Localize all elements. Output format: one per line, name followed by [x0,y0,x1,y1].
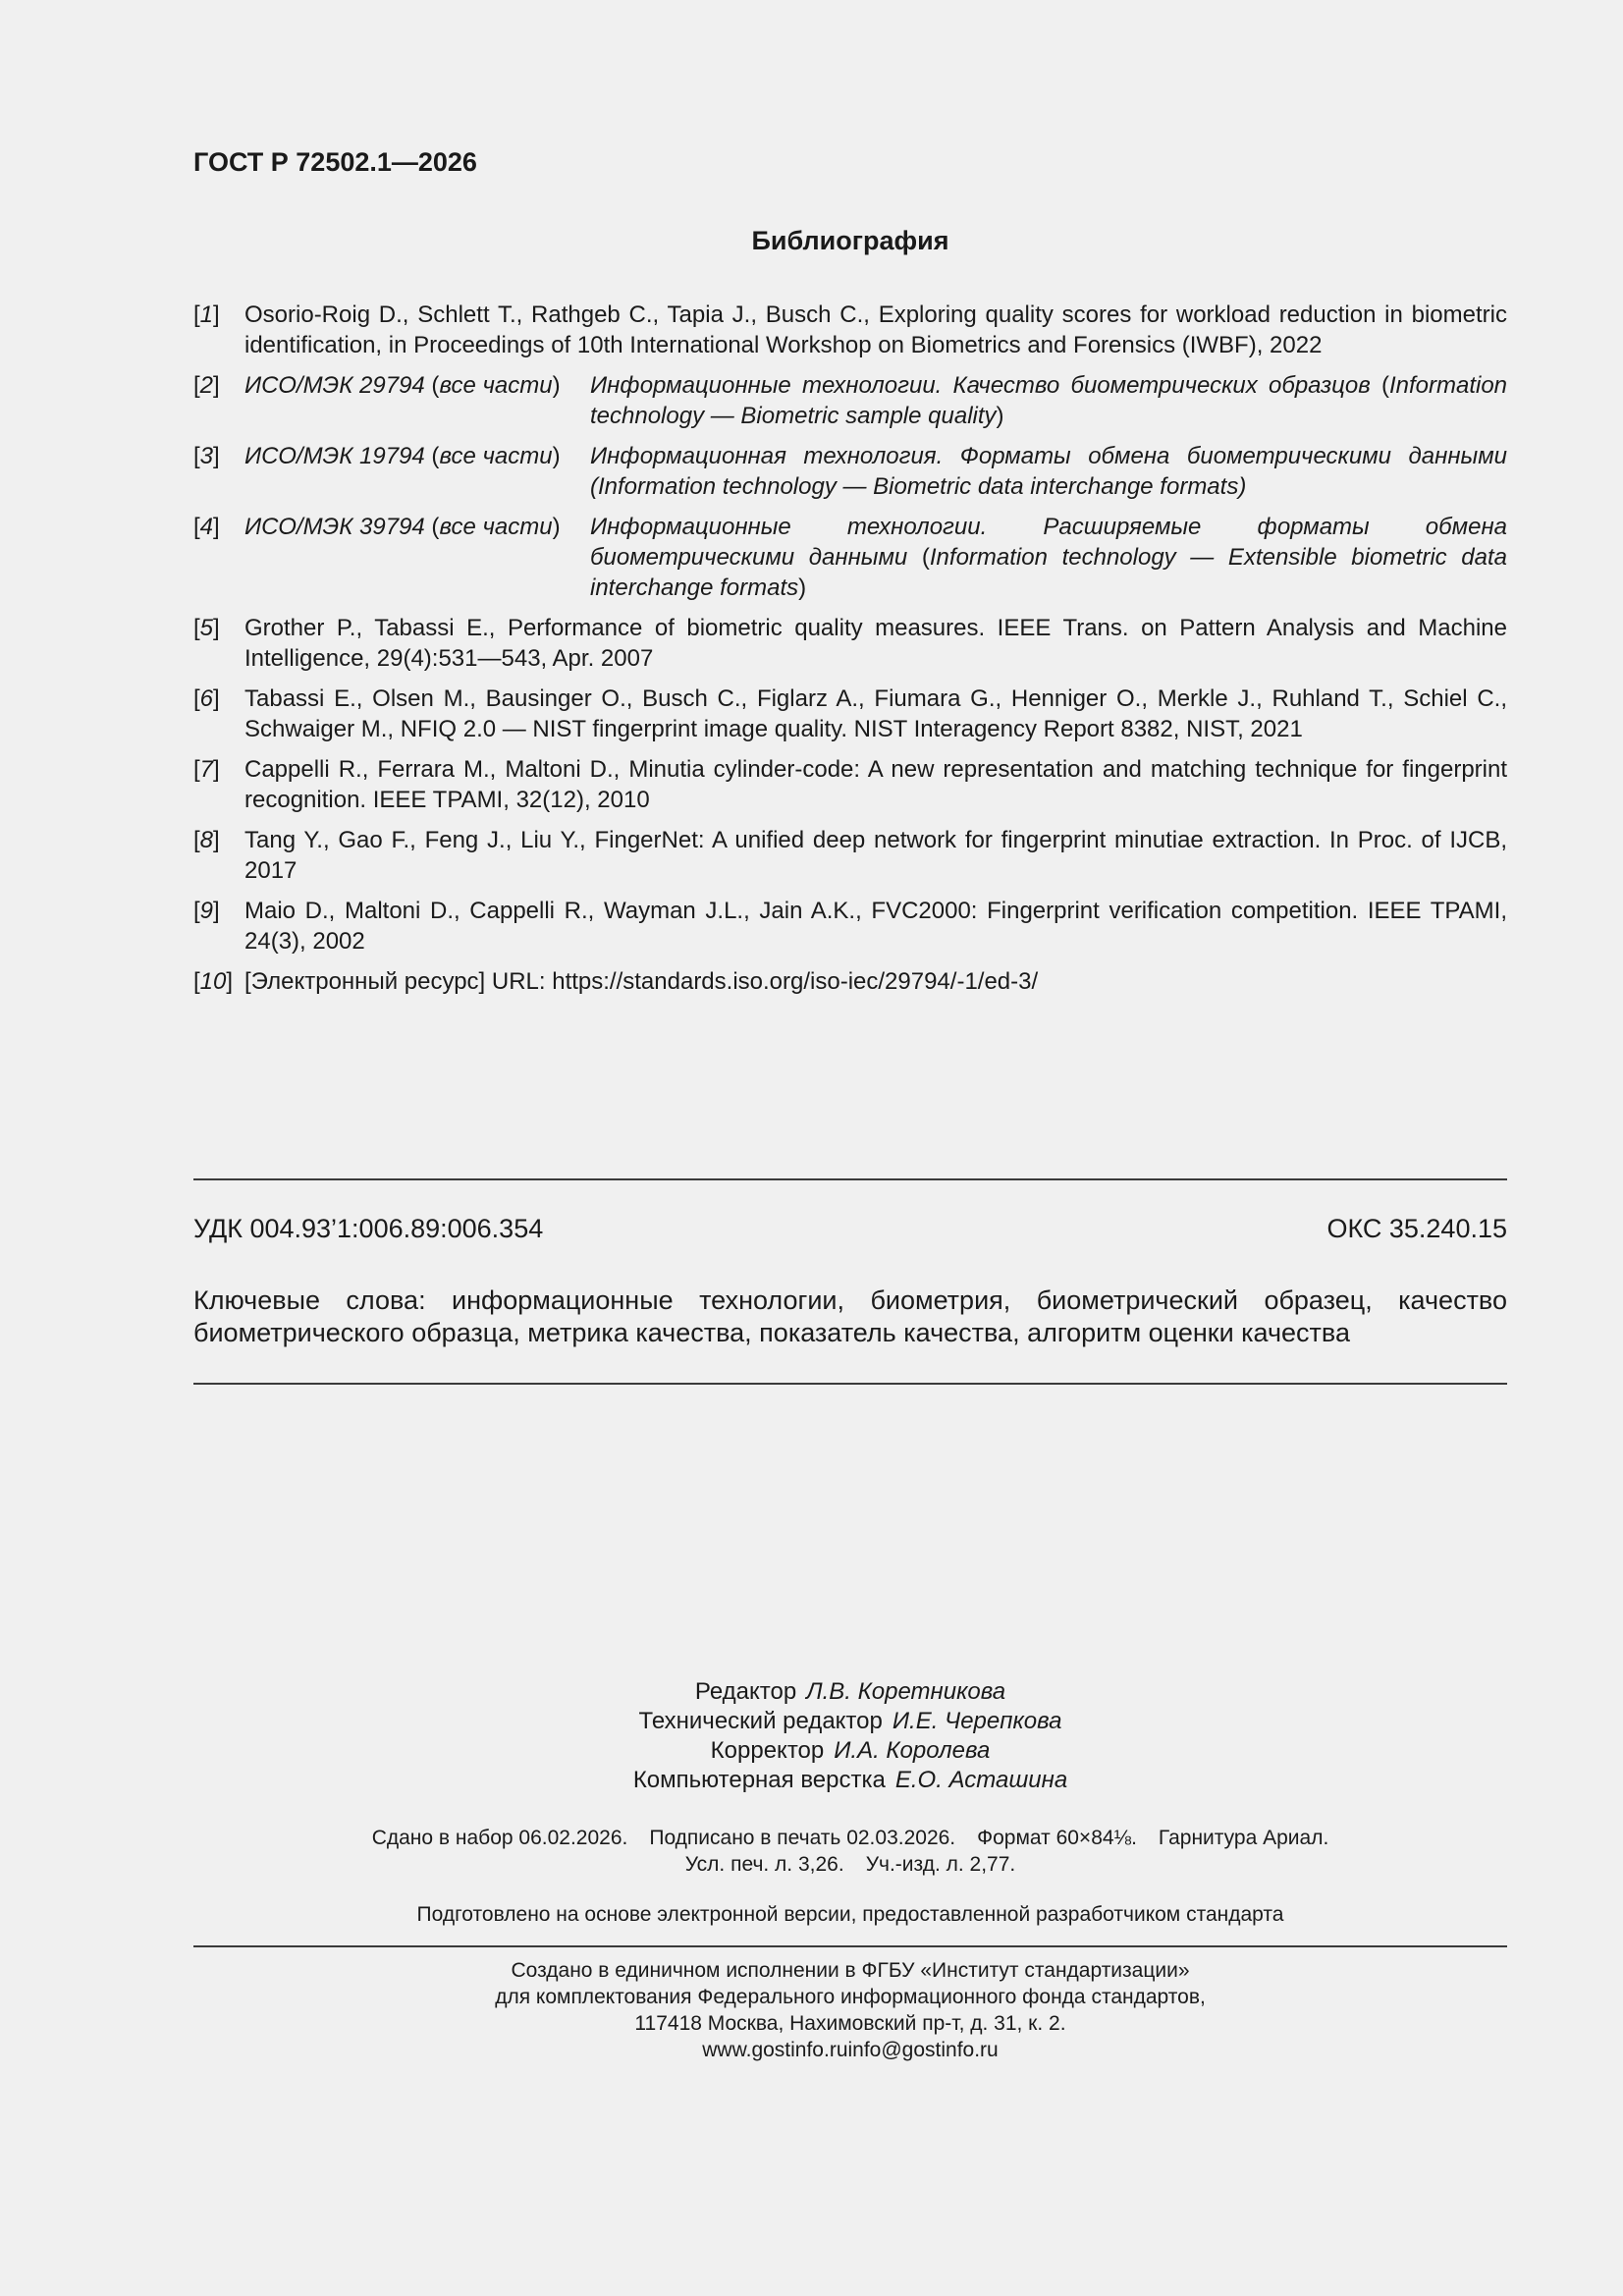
item-number: 7 [199,756,214,783]
staff-role: Технический редактор [638,1708,883,1734]
staff-role: Корректор [710,1737,825,1764]
item-number: 8 [199,827,214,853]
bibliography-item: [1] Osorio-Roig D., Schlett T., Rathgeb C., Tapia J., Busch C., Exploring quality scores for workload reduction in biometric identification, in Proceedings of 10th International Workshop on Biometrics and Forensics (IWBF), 2022 [193,301,1507,358]
email-link[interactable]: info@gostinfo.ru [847,2039,999,2061]
bibliography-item: [10] [Электронный ресурс] URL: https://standards.iso.org/iso-iec/29794/-1/ed-3/ [193,966,1507,997]
submitted-date: Сдано в набор 06.02.2026. [371,1827,628,1849]
imprint-line [193,1851,1507,1878]
item-number: 3 [199,443,214,469]
print-sheets: Усл. печ. л. 3,26. [684,1853,844,1876]
item-text: Maio D., Maltoni D., Cappelli R., Wayman J.L., Jain A.K., FVC2000: Fingerprint verification competition. IEEE TPAMI, 24(3), 2002 [244,898,1507,955]
standard-description: Информационная технология. Форматы обмена биометрическими данными (Information technology — Biometric data interchange formats) [590,443,1507,500]
signed-date: Подписано в печать 02.03.2026. [649,1827,956,1849]
bibliography-item: [6] Tabassi E., Olsen M., Bausinger O., Busch C., Figlarz A., Fiumara G., Henniger O., Merkle J., Ruhland T., Schiel C., Schwaiger M., NFIQ 2.0 — NIST fingerprint image quality. NIST Interagency Report 8382, NIST, 2021 [193,685,1507,742]
item-number: 9 [199,898,214,924]
staff-line [193,1736,1507,1766]
udk-code: УДК 004.93’1:006.89:006.354 [193,1214,544,1243]
document-code: ГОСТ Р 72502.1—2026 [193,147,477,177]
staff-line [193,1707,1507,1736]
footer-line: 117418 Москва, Нахимовский пр-т, д. 31, к. 2. [634,2012,1066,2035]
footer-contacts [193,2037,1507,2063]
item-text: Cappelli R., Ferrara M., Maltoni D., Minutia cylinder-code: A new representation and matching technique for fingerprint recognition. IEEE TPAMI, 32(12), 2010 [244,756,1507,813]
bibliography-item: [9] Maio D., Maltoni D., Cappelli R., Wayman J.L., Jain A.K., FVC2000: Fingerprint verification competition. IEEE TPAMI, 24(3), 2002 [193,898,1507,955]
item-number: 5 [199,615,214,641]
publisher-sheets: Уч.-изд. л. 2,77. [865,1853,1016,1876]
item-text: Tang Y., Gao F., Feng J., Liu Y., FingerNet: A unified deep network for fingerprint minutiae extraction. In Proc. of IJCB, 2017 [244,827,1507,884]
item-number: 10 [199,968,227,995]
document-page [193,0,1507,2296]
keywords: Ключевые слова: информационные технологии, биометрия, биометрический образец, качество биометрического образца, метрика качества, показатель качества, алгоритм оценки качества [193,1285,1507,1347]
bibliography-item: [8] Tang Y., Gao F., Feng J., Liu Y., FingerNet: A unified deep network for fingerprint minutiae extraction. In Proc. of IJCB, 2017 [193,827,1507,884]
divider [193,1945,1507,1947]
description-en: Information technology — Extensible biometric data interchange formats [590,544,1507,601]
standard-parts: все части [439,514,553,540]
item-text: Tabassi E., Olsen M., Bausinger O., Busch C., Figlarz A., Fiumara G., Henniger O., Merkle J., Ruhland T., Schiel C., Schwaiger M., NFIQ 2.0 — NIST fingerprint image quality. NIST Interagency Report 8382, NIST, 2021 [244,685,1507,742]
item-text: Osorio-Roig D., Schlett T., Rathgeb C., Tapia J., Busch C., Exploring quality scores for workload reduction in biometric identification, in Proceedings of 10th International Workshop on Biometrics and Forensics (IWBF), 2022 [244,301,1507,358]
item-number: 1 [199,301,214,328]
bibliography-item: [3] ИСО/МЭК 19794 (все части) Информационная технология. Форматы обмена биометрическими данными (Information technology — Biometric data interchange formats) [193,443,1507,500]
imprint-info [193,1825,1507,1878]
bibliography-item: [5] Grother P., Tabassi E., Performance of biometric quality measures. IEEE Trans. on Pattern Analysis and Machine Intelligence, 29(4):531—543, Apr. 2007 [193,615,1507,672]
description-ru: Информационные технологии. Расширяемые форматы обмена биометрическими данными [590,514,1507,571]
standard-code: ИСО/МЭК 19794 [244,443,425,469]
standard-code: ИСО/МЭК 39794 [244,514,425,540]
staff-name: И.А. Королева [834,1737,991,1764]
footer-line: для комплектования Федерального информационного фонда стандартов, [495,1986,1206,2008]
description-en: Information technology — Biometric data interchange formats [598,473,1239,500]
publisher-footer [193,1957,1507,2063]
item-number: 4 [199,514,214,540]
description-ru: Информационная технология. Форматы обмена биометрическими данными [590,443,1507,469]
staff-name: Е.О. Асташина [894,1767,1068,1793]
bibliography-item: [7] Cappelli R., Ferrara M., Maltoni D., Minutia cylinder-code: A new representation and matching technique for fingerprint recognition. IEEE TPAMI, 32(12), 2010 [193,756,1507,813]
standard-reference: ИСО/МЭК 19794 (все части) [244,443,561,469]
bibliography-list [193,300,1507,1007]
item-text: Grother P., Tabassi E., Performance of biometric quality measures. IEEE Trans. on Pattern Analysis and Machine Intelligence, 29(4):531—543, Apr. 2007 [244,615,1507,672]
standard-reference: ИСО/МЭК 39794 (все части) [244,514,561,540]
website-link[interactable]: www.gostinfo.ru [702,2039,848,2061]
staff-name: И.Е. Черепкова [892,1708,1062,1734]
staff-role: Редактор [694,1678,797,1705]
oks-code: ОКС 35.240.15 [1326,1214,1507,1243]
divider [193,1383,1507,1385]
standard-parts: все части [439,443,553,469]
typeface: Гарнитура Ариал. [1158,1827,1329,1849]
item-number: 6 [199,685,214,712]
standard-description: Информационные технологии. Расширяемые форматы обмена биометрическими данными (Information technology — Extensible biometric data interchange formats) [590,514,1507,601]
description-ru: Информационные технологии. Качество биометрических образцов [590,372,1371,399]
paper-format: Формат 60×84⅛. [977,1827,1137,1849]
staff-role: Компьютерная верстка [632,1767,886,1793]
staff-name: Л.В. Коретникова [806,1678,1006,1705]
standard-parts: все части [439,372,553,399]
staff-line [193,1766,1507,1795]
imprint-line [193,1825,1507,1851]
standard-description: Информационные технологии. Качество биометрических образцов (Information technology — Biometric sample quality) [590,372,1508,429]
staff-line [193,1677,1507,1707]
prepared-note: Подготовлено на основе электронной версии, предоставленной разработчиком стандарта [416,1903,1284,1926]
standard-code: ИСО/МЭК 29794 [244,372,425,399]
footer-line: Создано в единичном исполнении в ФГБУ «Институт стандартизации» [511,1959,1190,1982]
item-text: [Электронный ресурс] URL: https://standards.iso.org/iso-iec/29794/-1/ed-3/ [244,968,1039,995]
item-number: 2 [199,372,214,399]
staff-credits [193,1677,1507,1795]
bibliography-title: Библиография [751,226,949,255]
bibliography-item: [4] ИСО/МЭК 39794 (все части) Информационные технологии. Расширяемые форматы обмена биометрическими данными (Information technology — Extensible biometric data interchange formats) [193,514,1507,601]
bibliography-item: [2] ИСО/МЭК 29794 (все части) Информационные технологии. Качество биометрических образцов (Information technology — Biometric sample quality) [193,372,1508,429]
divider [193,1178,1507,1180]
standard-reference: ИСО/МЭК 29794 (все части) [244,372,561,399]
description-en: Information technology — Biometric sample quality [590,372,1508,429]
